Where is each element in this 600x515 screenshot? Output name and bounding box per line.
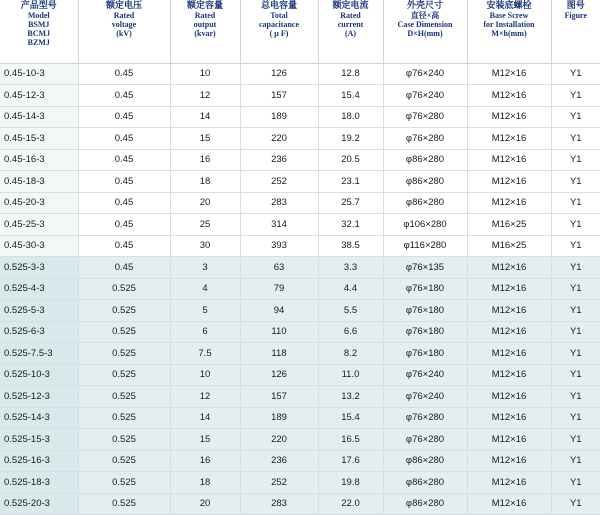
cell-rated-output: 18 [170, 171, 240, 193]
table-row [0, 192, 600, 214]
column-header-en-label: Total [241, 11, 318, 20]
column-header-en-label: capacitance [241, 20, 318, 29]
cell-model: 0.45-16-3 [0, 149, 78, 171]
column-header-en-label: output [171, 20, 240, 29]
cell-rated-voltage: 0.45 [78, 128, 170, 150]
table-header-row [0, 0, 600, 63]
cell-case-dimension: φ76×240 [383, 85, 467, 107]
cell-base-screw: M12×16 [467, 171, 551, 193]
cell-rated-voltage: 0.45 [78, 235, 170, 257]
cell-rated-output: 7.5 [170, 343, 240, 365]
cell-base-screw: M12×16 [467, 128, 551, 150]
table-row [0, 364, 600, 386]
cell-figure: Y1 [551, 407, 600, 429]
cell-figure: Y1 [551, 149, 600, 171]
cell-rated-output: 10 [170, 364, 240, 386]
cell-base-screw: M12×16 [467, 106, 551, 128]
table-row [0, 300, 600, 322]
column-header-en-label: voltage [79, 20, 170, 29]
cell-rated-output: 18 [170, 472, 240, 494]
table-row [0, 278, 600, 300]
cell-rated-current: 32.1 [318, 214, 383, 236]
cell-rated-voltage: 0.525 [78, 321, 170, 343]
cell-rated-current: 13.2 [318, 386, 383, 408]
table-row [0, 85, 600, 107]
cell-base-screw: M12×16 [467, 364, 551, 386]
cell-case-dimension: φ76×180 [383, 321, 467, 343]
cell-case-dimension: φ76×280 [383, 429, 467, 451]
cell-base-screw: M12×16 [467, 149, 551, 171]
column-header-en-label: Rated [319, 11, 383, 20]
cell-rated-voltage: 0.525 [78, 343, 170, 365]
column-header-en-label: M×h(mm) [468, 29, 551, 38]
column-header-en-label: current [319, 20, 383, 29]
column-header-en-label: for Installation [468, 20, 551, 29]
cell-rated-current: 15.4 [318, 407, 383, 429]
cell-total-capacitance: 393 [240, 235, 318, 257]
table-row [0, 386, 600, 408]
table-row [0, 235, 600, 257]
table-row [0, 128, 600, 150]
cell-base-screw: M12×16 [467, 257, 551, 279]
cell-base-screw: M12×16 [467, 343, 551, 365]
cell-total-capacitance: 236 [240, 450, 318, 472]
table-row [0, 63, 600, 85]
cell-total-capacitance: 283 [240, 493, 318, 515]
cell-rated-output: 20 [170, 192, 240, 214]
cell-rated-output: 20 [170, 493, 240, 515]
table-row [0, 171, 600, 193]
cell-rated-voltage: 0.525 [78, 493, 170, 515]
table-row [0, 343, 600, 365]
cell-base-screw: M12×16 [467, 321, 551, 343]
column-header-zh-label: 额定容量 [171, 0, 240, 10]
cell-total-capacitance: 118 [240, 343, 318, 365]
cell-model: 0.45-18-3 [0, 171, 78, 193]
cell-total-capacitance: 252 [240, 472, 318, 494]
cell-figure: Y1 [551, 364, 600, 386]
cell-rated-output: 6 [170, 321, 240, 343]
column-header-rated-output [170, 0, 240, 63]
column-header-en-label: Model [0, 11, 78, 20]
table-row [0, 429, 600, 451]
cell-case-dimension: φ76×180 [383, 300, 467, 322]
cell-base-screw: M12×16 [467, 429, 551, 451]
cell-base-screw: M12×16 [467, 407, 551, 429]
cell-rated-current: 17.6 [318, 450, 383, 472]
cell-base-screw: M12×16 [467, 300, 551, 322]
cell-rated-current: 19.2 [318, 128, 383, 150]
cell-case-dimension: φ76×240 [383, 364, 467, 386]
column-header-en-label: ( μ F) [241, 29, 318, 38]
cell-rated-output: 12 [170, 85, 240, 107]
cell-model: 0.45-14-3 [0, 106, 78, 128]
cell-rated-voltage: 0.45 [78, 214, 170, 236]
cell-figure: Y1 [551, 257, 600, 279]
column-header-base-screw [467, 0, 551, 63]
cell-case-dimension: φ116×280 [383, 235, 467, 257]
cell-rated-voltage: 0.525 [78, 364, 170, 386]
cell-figure: Y1 [551, 278, 600, 300]
cell-total-capacitance: 157 [240, 85, 318, 107]
table-body [0, 63, 600, 515]
column-header-en-label: BSMJ [0, 20, 78, 29]
column-header-zh-label: 产品型号 [0, 0, 78, 10]
cell-model: 0.45-20-3 [0, 192, 78, 214]
column-header-zh-label: 外壳尺寸 [384, 0, 467, 10]
cell-model: 0.525-3-3 [0, 257, 78, 279]
cell-rated-output: 14 [170, 407, 240, 429]
column-header-en-label: Base Screw [468, 11, 551, 20]
column-header-zh-label: 额定电压 [79, 0, 170, 10]
cell-total-capacitance: 189 [240, 106, 318, 128]
column-header-rated-current [318, 0, 383, 63]
cell-total-capacitance: 220 [240, 128, 318, 150]
cell-base-screw: M16×25 [467, 235, 551, 257]
cell-rated-current: 6.6 [318, 321, 383, 343]
cell-rated-output: 3 [170, 257, 240, 279]
cell-model: 0.525-5-3 [0, 300, 78, 322]
cell-model: 0.525-14-3 [0, 407, 78, 429]
cell-case-dimension: φ76×280 [383, 407, 467, 429]
cell-total-capacitance: 252 [240, 171, 318, 193]
cell-base-screw: M12×16 [467, 472, 551, 494]
cell-model: 0.45-10-3 [0, 63, 78, 85]
cell-case-dimension: φ76×280 [383, 106, 467, 128]
cell-total-capacitance: 126 [240, 364, 318, 386]
column-header-en-label: (kV) [79, 29, 170, 38]
cell-case-dimension: φ76×135 [383, 257, 467, 279]
cell-case-dimension: φ86×280 [383, 472, 467, 494]
cell-case-dimension: φ86×280 [383, 493, 467, 515]
cell-total-capacitance: 220 [240, 429, 318, 451]
cell-rated-output: 14 [170, 106, 240, 128]
cell-model: 0.525-6-3 [0, 321, 78, 343]
cell-rated-current: 8.2 [318, 343, 383, 365]
cell-total-capacitance: 126 [240, 63, 318, 85]
cell-rated-voltage: 0.525 [78, 300, 170, 322]
cell-rated-current: 4.4 [318, 278, 383, 300]
cell-case-dimension: φ76×180 [383, 278, 467, 300]
column-header-en-label: 直径×高 [384, 11, 467, 20]
column-header-model [0, 0, 78, 63]
cell-rated-current: 3.3 [318, 257, 383, 279]
cell-figure: Y1 [551, 128, 600, 150]
cell-base-screw: M12×16 [467, 450, 551, 472]
column-header-en-label: (A) [319, 29, 383, 38]
table-row [0, 407, 600, 429]
cell-rated-current: 5.5 [318, 300, 383, 322]
column-header-en-label: BCMJ [0, 29, 78, 38]
cell-model: 0.525-12-3 [0, 386, 78, 408]
column-header-zh-label: 图号 [552, 0, 600, 10]
column-header-zh-label: 总电容量 [241, 0, 318, 10]
cell-model: 0.525-20-3 [0, 493, 78, 515]
cell-rated-output: 5 [170, 300, 240, 322]
cell-total-capacitance: 63 [240, 257, 318, 279]
cell-rated-output: 15 [170, 128, 240, 150]
column-header-zh-label: 安装底螺栓 [468, 0, 551, 10]
cell-model: 0.525-7.5-3 [0, 343, 78, 365]
cell-figure: Y1 [551, 493, 600, 515]
cell-model: 0.525-10-3 [0, 364, 78, 386]
cell-case-dimension: φ106×280 [383, 214, 467, 236]
cell-rated-voltage: 0.45 [78, 192, 170, 214]
cell-rated-current: 16.5 [318, 429, 383, 451]
cell-base-screw: M12×16 [467, 192, 551, 214]
cell-total-capacitance: 94 [240, 300, 318, 322]
cell-rated-voltage: 0.525 [78, 386, 170, 408]
cell-rated-voltage: 0.45 [78, 171, 170, 193]
cell-rated-voltage: 0.525 [78, 429, 170, 451]
cell-rated-current: 12.8 [318, 63, 383, 85]
cell-rated-voltage: 0.525 [78, 472, 170, 494]
table-row [0, 450, 600, 472]
cell-case-dimension: φ76×180 [383, 343, 467, 365]
cell-total-capacitance: 236 [240, 149, 318, 171]
cell-model: 0.525-16-3 [0, 450, 78, 472]
cell-rated-current: 23.1 [318, 171, 383, 193]
cell-figure: Y1 [551, 472, 600, 494]
cell-rated-voltage: 0.525 [78, 407, 170, 429]
column-header-figure [551, 0, 600, 63]
cell-case-dimension: φ76×280 [383, 128, 467, 150]
cell-figure: Y1 [551, 343, 600, 365]
cell-figure: Y1 [551, 300, 600, 322]
cell-figure: Y1 [551, 171, 600, 193]
cell-model: 0.525-4-3 [0, 278, 78, 300]
cell-case-dimension: φ76×240 [383, 63, 467, 85]
column-header-en-label: BZMJ [0, 38, 78, 47]
cell-model: 0.45-15-3 [0, 128, 78, 150]
cell-figure: Y1 [551, 235, 600, 257]
cell-figure: Y1 [551, 85, 600, 107]
cell-model: 0.525-15-3 [0, 429, 78, 451]
cell-rated-output: 30 [170, 235, 240, 257]
cell-figure: Y1 [551, 386, 600, 408]
cell-total-capacitance: 110 [240, 321, 318, 343]
column-header-total-capacitance [240, 0, 318, 63]
cell-total-capacitance: 189 [240, 407, 318, 429]
cell-rated-current: 15.4 [318, 85, 383, 107]
cell-rated-current: 38.5 [318, 235, 383, 257]
cell-rated-current: 19.8 [318, 472, 383, 494]
cell-rated-output: 4 [170, 278, 240, 300]
cell-base-screw: M12×16 [467, 85, 551, 107]
cell-rated-voltage: 0.45 [78, 257, 170, 279]
cell-figure: Y1 [551, 321, 600, 343]
cell-rated-current: 20.5 [318, 149, 383, 171]
cell-rated-voltage: 0.45 [78, 149, 170, 171]
column-header-case-dimension [383, 0, 467, 63]
cell-rated-current: 22.0 [318, 493, 383, 515]
cell-rated-output: 25 [170, 214, 240, 236]
cell-total-capacitance: 157 [240, 386, 318, 408]
cell-rated-voltage: 0.525 [78, 450, 170, 472]
cell-figure: Y1 [551, 214, 600, 236]
cell-total-capacitance: 79 [240, 278, 318, 300]
cell-rated-current: 25.7 [318, 192, 383, 214]
column-header-en-label: Rated [79, 11, 170, 20]
cell-base-screw: M12×16 [467, 386, 551, 408]
cell-figure: Y1 [551, 429, 600, 451]
cell-total-capacitance: 283 [240, 192, 318, 214]
cell-rated-voltage: 0.45 [78, 106, 170, 128]
table-row [0, 321, 600, 343]
cell-rated-voltage: 0.45 [78, 85, 170, 107]
cell-total-capacitance: 314 [240, 214, 318, 236]
cell-base-screw: M12×16 [467, 63, 551, 85]
cell-rated-output: 16 [170, 149, 240, 171]
column-header-en-label: Figure [552, 11, 600, 20]
cell-rated-output: 10 [170, 63, 240, 85]
column-header-en-label: D×H(mm) [384, 29, 467, 38]
cell-figure: Y1 [551, 192, 600, 214]
cell-case-dimension: φ86×280 [383, 450, 467, 472]
cell-base-screw: M16×25 [467, 214, 551, 236]
cell-model: 0.525-18-3 [0, 472, 78, 494]
cell-rated-current: 11.0 [318, 364, 383, 386]
cell-rated-current: 18.0 [318, 106, 383, 128]
cell-rated-voltage: 0.45 [78, 63, 170, 85]
cell-base-screw: M12×16 [467, 278, 551, 300]
cell-rated-output: 15 [170, 429, 240, 451]
table-row [0, 106, 600, 128]
cell-case-dimension: φ86×280 [383, 171, 467, 193]
cell-figure: Y1 [551, 450, 600, 472]
cell-model: 0.45-12-3 [0, 85, 78, 107]
cell-rated-output: 16 [170, 450, 240, 472]
cell-base-screw: M12×16 [467, 493, 551, 515]
cell-case-dimension: φ86×280 [383, 149, 467, 171]
column-header-en-label: Rated [171, 11, 240, 20]
column-header-en-label: Case Dimension [384, 20, 467, 29]
cell-rated-output: 12 [170, 386, 240, 408]
table-row [0, 257, 600, 279]
cell-model: 0.45-25-3 [0, 214, 78, 236]
cell-figure: Y1 [551, 63, 600, 85]
column-header-rated-voltage [78, 0, 170, 63]
cell-figure: Y1 [551, 106, 600, 128]
cell-rated-voltage: 0.525 [78, 278, 170, 300]
cell-case-dimension: φ76×240 [383, 386, 467, 408]
table-row [0, 149, 600, 171]
table-row [0, 214, 600, 236]
cell-case-dimension: φ86×280 [383, 192, 467, 214]
table-row [0, 472, 600, 494]
column-header-en-label: (kvar) [171, 29, 240, 38]
column-header-zh-label: 额定电流 [319, 0, 383, 10]
cell-model: 0.45-30-3 [0, 235, 78, 257]
